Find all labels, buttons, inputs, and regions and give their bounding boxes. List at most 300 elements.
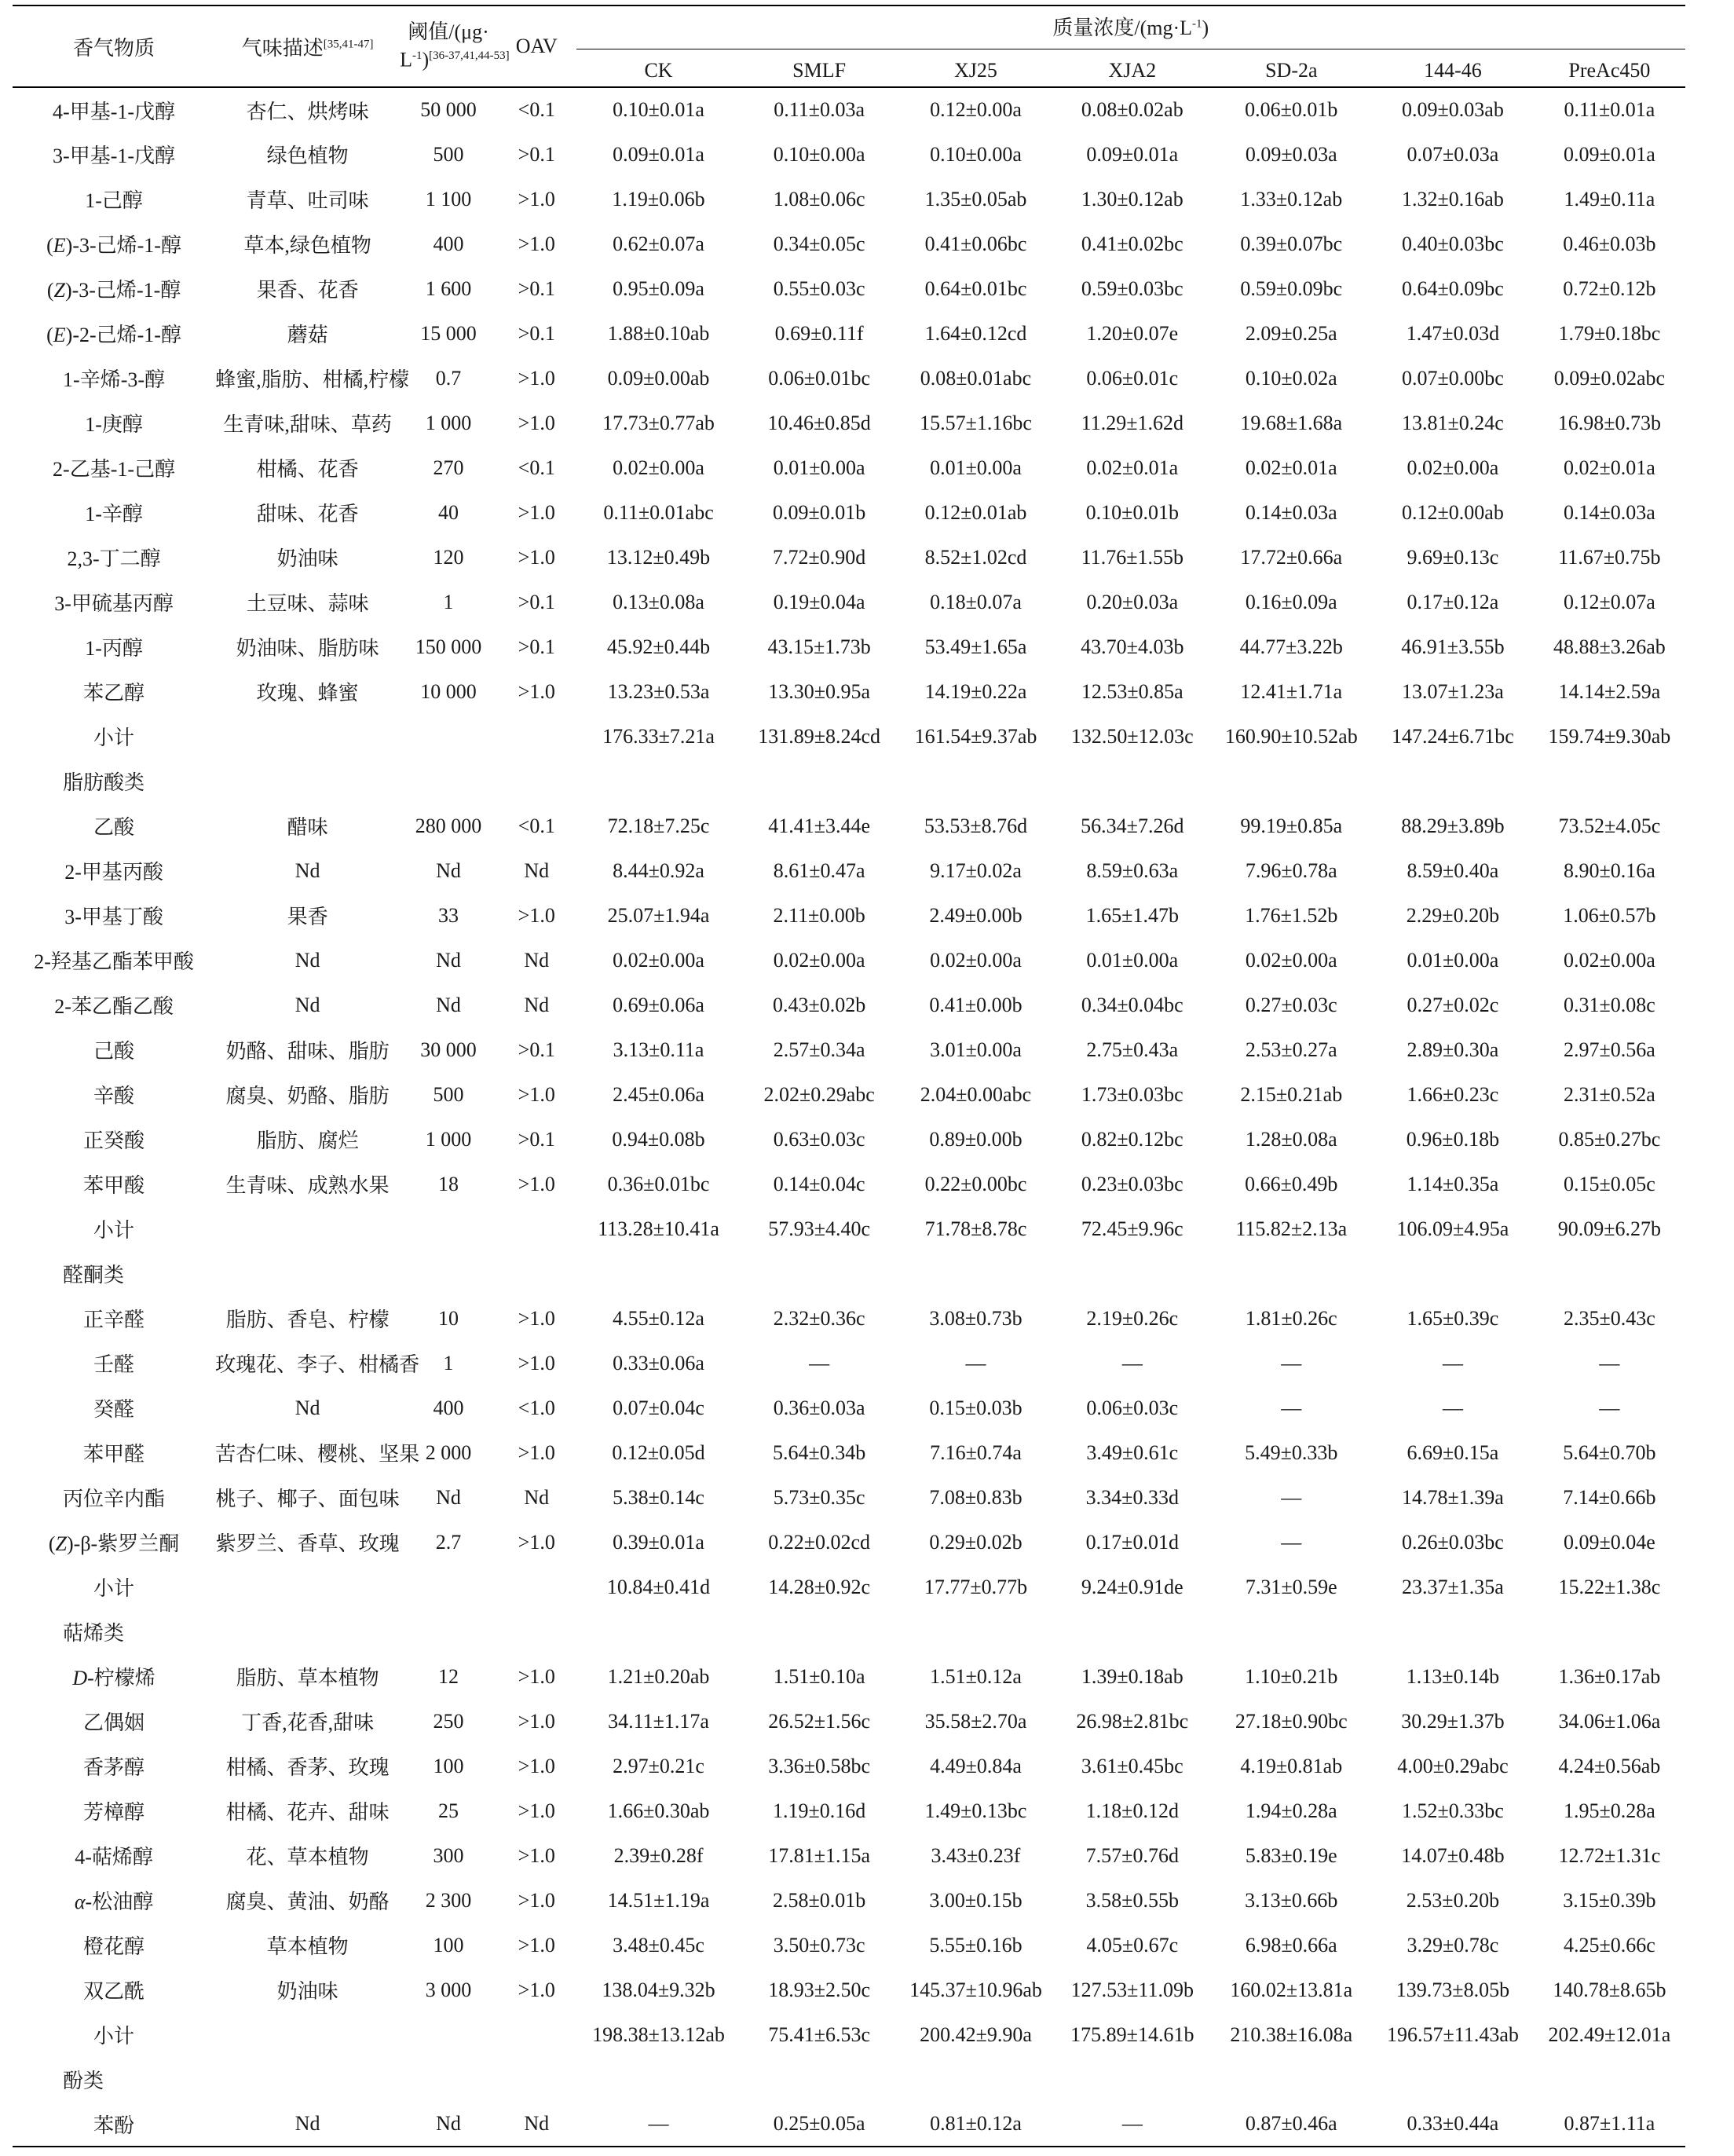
concentration-value: 5.55±0.16b bbox=[929, 1933, 1022, 1957]
concentration-value: 0.06±0.01bc bbox=[768, 366, 871, 390]
concentration-value: 1.13±0.14b bbox=[1406, 1664, 1500, 1688]
table-row bbox=[13, 1744, 1685, 1788]
compound-name: 苯乙醇 bbox=[83, 682, 145, 705]
oav-value: >1.0 bbox=[518, 1664, 555, 1688]
concentration-value: 160.90±10.52ab bbox=[1224, 724, 1358, 748]
concentration-value: 0.36±0.03a bbox=[773, 1396, 865, 1419]
concentration-value: 0.33±0.44a bbox=[1407, 2112, 1499, 2135]
compound-name: 橙花醇 bbox=[83, 1935, 145, 1958]
oav-value: >1.0 bbox=[518, 366, 555, 390]
compound-name: 小计 bbox=[93, 1577, 135, 1600]
concentration-value: 0.14±0.04c bbox=[773, 1172, 865, 1195]
concentration-value: 14.51±1.19a bbox=[607, 1888, 710, 1912]
odor-description: 蜂蜜,脂肪、柑橘,柠檬 bbox=[215, 368, 410, 391]
concentration-value: 1.20±0.07e bbox=[1086, 321, 1179, 345]
concentration-value: 1.49±0.11a bbox=[1564, 187, 1655, 210]
concentration-value: 2.29±0.20b bbox=[1406, 903, 1500, 927]
concentration-value: 4.49±0.84a bbox=[930, 1754, 1022, 1777]
concentration-value: 0.07±0.03a bbox=[1407, 142, 1499, 166]
table-row bbox=[13, 803, 1685, 848]
odor-description: 花、草本植物 bbox=[246, 1846, 369, 1869]
table-row bbox=[13, 1430, 1685, 1475]
concentration-value: 175.89±14.61b bbox=[1070, 2022, 1194, 2046]
concentration-value: — bbox=[1281, 1396, 1302, 1419]
concentration-value: 0.55±0.03c bbox=[773, 276, 865, 300]
concentration-value: 0.06±0.01b bbox=[1245, 98, 1338, 121]
concentration-value: 0.25±0.05a bbox=[773, 2112, 865, 2135]
threshold-value: 10 000 bbox=[420, 679, 477, 703]
threshold-value: 250 bbox=[433, 1709, 464, 1733]
threshold-value: 1 bbox=[443, 590, 454, 613]
concentration-value: 0.46±0.03b bbox=[1563, 232, 1656, 255]
table-row bbox=[13, 1341, 1685, 1385]
concentration-value: 1.06±0.57b bbox=[1563, 903, 1656, 927]
compound-name: 芳樟醇 bbox=[83, 1801, 145, 1824]
concentration-value: 17.73±0.77ab bbox=[602, 411, 715, 434]
odor-description: 玫瑰、蜂蜜 bbox=[256, 682, 359, 705]
odor-description: Nd bbox=[294, 993, 320, 1016]
odor-description: 草本,绿色植物 bbox=[243, 234, 371, 257]
concentration-value: 10.84±0.41d bbox=[606, 1575, 711, 1598]
concentration-value: 1.35±0.05ab bbox=[924, 187, 1027, 210]
category-label: 萜烯类 bbox=[63, 1622, 125, 1645]
odor-description bbox=[215, 1206, 400, 1251]
concentration-value: 0.02±0.00a bbox=[1245, 948, 1337, 972]
odor-description: 果香、花香 bbox=[256, 279, 359, 302]
concentration-value: 0.66±0.49b bbox=[1245, 1172, 1338, 1195]
concentration-value: — bbox=[1121, 1351, 1143, 1374]
table-row bbox=[13, 1565, 1685, 1609]
compound-name: 4-甲基-1-戊醇 bbox=[53, 100, 176, 123]
threshold-value: 40 bbox=[438, 500, 459, 524]
category-row bbox=[13, 2057, 1685, 2102]
concentration-value: 0.01±0.00a bbox=[773, 456, 865, 479]
concentration-value: 3.08±0.73b bbox=[929, 1306, 1022, 1330]
odor-description: 苦杏仁味、樱桃、坚果 bbox=[215, 1443, 420, 1466]
concentration-value: 0.12±0.00ab bbox=[1402, 500, 1504, 524]
concentration-value: 0.96±0.18b bbox=[1406, 1127, 1500, 1151]
oav-value: >1.0 bbox=[518, 1843, 555, 1867]
category-row bbox=[13, 1251, 1685, 1296]
concentration-value: 0.10±0.02a bbox=[1245, 366, 1337, 390]
concentration-value: 27.18±0.90bc bbox=[1235, 1709, 1348, 1733]
concentration-value: 3.13±0.66b bbox=[1245, 1888, 1338, 1912]
threshold-value: 2 000 bbox=[425, 1440, 472, 1464]
odor-description: 生青味,甜味、草药 bbox=[223, 413, 392, 436]
concentration-value: 127.53±11.09b bbox=[1070, 1978, 1194, 2001]
oav-value bbox=[497, 1206, 576, 1251]
concentration-value: 1.65±0.39c bbox=[1407, 1306, 1499, 1330]
table-row bbox=[13, 1475, 1685, 1520]
table-row bbox=[13, 1385, 1685, 1430]
compound-name: 1-辛烯-3-醇 bbox=[63, 368, 166, 391]
oav-value: >0.1 bbox=[518, 276, 555, 300]
concentration-value: 8.52±1.02cd bbox=[924, 545, 1027, 569]
compound-name: 2-乙基-1-己醇 bbox=[53, 458, 176, 481]
concentration-value: 35.58±2.70a bbox=[924, 1709, 1027, 1733]
concentration-value: 0.12±0.00a bbox=[930, 98, 1022, 121]
threshold-value: Nd bbox=[436, 858, 461, 882]
table-row bbox=[13, 893, 1685, 938]
concentration-value: 7.57±0.76d bbox=[1085, 1843, 1179, 1867]
table-body bbox=[13, 87, 1685, 2147]
concentration-value: 3.48±0.45c bbox=[613, 1933, 704, 1957]
concentration-value: 0.39±0.01a bbox=[613, 1530, 704, 1554]
odor-description: 脂肪、草本植物 bbox=[236, 1667, 379, 1689]
concentration-value: 15.57±1.16bc bbox=[920, 411, 1032, 434]
header-odor: 气味描述[35,41-47] bbox=[241, 36, 374, 60]
concentration-value: 210.38±16.08a bbox=[1230, 2022, 1353, 2046]
concentration-value: 0.87±1.11a bbox=[1564, 2112, 1655, 2135]
concentration-value: — bbox=[1599, 1351, 1620, 1374]
oav-value: Nd bbox=[524, 2112, 550, 2135]
concentration-value: 0.07±0.04c bbox=[613, 1396, 704, 1419]
odor-description: Nd bbox=[294, 858, 320, 882]
table-row bbox=[13, 535, 1685, 580]
category-label: 脂肪酸类 bbox=[63, 771, 145, 794]
threshold-value: Nd bbox=[436, 1485, 461, 1509]
compound-name: 3-甲硫基丙醇 bbox=[54, 592, 174, 615]
table-row bbox=[13, 1117, 1685, 1162]
concentration-value: 2.53±0.27a bbox=[1245, 1038, 1337, 1061]
category-label: 酚类 bbox=[63, 2070, 104, 2092]
concentration-value: 1.39±0.18ab bbox=[1081, 1664, 1183, 1688]
oav-value bbox=[497, 1565, 576, 1609]
compound-name: 己酸 bbox=[93, 1040, 135, 1063]
header-threshold: 阈值/(μg· $L^{-1})[36-37,41,44-53]$ bbox=[400, 20, 510, 71]
concentration-value: 0.94±0.08b bbox=[612, 1127, 705, 1151]
concentration-value: 0.02±0.00a bbox=[773, 948, 865, 972]
concentration-value: 57.93±4.40c bbox=[768, 1217, 871, 1240]
threshold-value: 1 000 bbox=[425, 1127, 472, 1151]
concentration-value: 3.58±0.55b bbox=[1085, 1888, 1179, 1912]
concentration-value: 48.88±3.26ab bbox=[1553, 635, 1666, 658]
concentration-value: 0.69±0.06a bbox=[613, 993, 704, 1016]
threshold-value: 33 bbox=[438, 903, 459, 927]
concentration-value: 0.02±0.00a bbox=[1563, 948, 1655, 972]
concentration-value: 0.22±0.02cd bbox=[768, 1530, 871, 1554]
compound-name: 苯甲醛 bbox=[83, 1443, 145, 1466]
concentration-value: 17.72±0.66a bbox=[1240, 545, 1343, 569]
compound-name: 1-辛醇 bbox=[85, 503, 143, 525]
concentration-value: 147.24±6.71bc bbox=[1392, 724, 1514, 748]
table-row bbox=[13, 1654, 1685, 1699]
concentration-value: 0.36±0.01bc bbox=[607, 1172, 710, 1195]
table-row bbox=[13, 714, 1685, 759]
threshold-value: 1 000 bbox=[425, 411, 472, 434]
concentration-value: 1.21±0.20ab bbox=[607, 1664, 710, 1688]
concentration-value: 0.17±0.01d bbox=[1085, 1530, 1179, 1554]
compound-name: 双乙酰 bbox=[83, 1980, 145, 2003]
oav-value: >1.0 bbox=[518, 545, 555, 569]
concentration-value: 14.19±0.22a bbox=[924, 679, 1027, 703]
compound-name: 2-羟基乙酯苯甲酸 bbox=[34, 950, 194, 973]
oav-value: >1.0 bbox=[518, 1799, 555, 1822]
table-row bbox=[13, 624, 1685, 669]
concentration-value: 15.22±1.38c bbox=[1558, 1575, 1661, 1598]
concentration-value: 5.49±0.33b bbox=[1245, 1440, 1338, 1464]
concentration-value: 0.01±0.00a bbox=[1407, 948, 1499, 972]
concentration-value: 8.61±0.47a bbox=[773, 858, 865, 882]
concentration-value: 0.11±0.01a bbox=[1564, 98, 1655, 121]
table-row bbox=[13, 1162, 1685, 1206]
odor-description: 蘑菇 bbox=[287, 324, 328, 346]
concentration-value: 0.09±0.04e bbox=[1563, 1530, 1655, 1554]
concentration-value: — bbox=[1599, 1396, 1620, 1419]
table-row bbox=[13, 221, 1685, 266]
table-row bbox=[13, 1788, 1685, 1833]
concentration-value: 0.62±0.07a bbox=[613, 232, 704, 255]
concentration-value: 202.49±12.01a bbox=[1548, 2022, 1671, 2046]
compound-name: 2-苯乙酯乙酸 bbox=[54, 995, 174, 1018]
concentration-value: 0.01±0.00a bbox=[1086, 948, 1179, 972]
concentration-value: 1.66±0.30ab bbox=[607, 1799, 710, 1822]
concentration-value: 139.73±8.05b bbox=[1396, 1978, 1510, 2001]
concentration-value: 13.23±0.53a bbox=[607, 679, 710, 703]
header-sample-0: CK bbox=[644, 59, 673, 82]
oav-value: Nd bbox=[524, 1485, 550, 1509]
odor-description: 腐臭、奶酪、脂肪 bbox=[225, 1085, 390, 1107]
odor-description: Nd bbox=[294, 1396, 320, 1419]
header-sample-1: SMLF bbox=[792, 59, 847, 82]
threshold-value: 120 bbox=[433, 545, 464, 569]
concentration-value: 2.57±0.34a bbox=[773, 1038, 865, 1061]
concentration-value: 1.51±0.12a bbox=[930, 1664, 1022, 1688]
threshold-value: 50 000 bbox=[420, 98, 477, 121]
concentration-value: 46.91±3.55b bbox=[1401, 635, 1505, 658]
header-sample-3: XJA2 bbox=[1108, 59, 1157, 82]
oav-value: >1.0 bbox=[518, 1082, 555, 1106]
table-row bbox=[13, 445, 1685, 490]
table-row bbox=[13, 1027, 1685, 1072]
concentration-value: 1.73±0.03bc bbox=[1081, 1082, 1183, 1106]
concentration-value: 7.14±0.66b bbox=[1563, 1485, 1656, 1509]
threshold-value bbox=[400, 1565, 497, 1609]
oav-value: >1.0 bbox=[518, 232, 555, 255]
concentration-value: 1.47±0.03d bbox=[1406, 321, 1500, 345]
concentration-value: 1.65±1.47b bbox=[1085, 903, 1179, 927]
table-row bbox=[13, 1206, 1685, 1251]
odor-description: 奶油味 bbox=[276, 547, 338, 570]
concentration-value: 3.13±0.11a bbox=[613, 1038, 704, 1061]
compound-name: 1-庚醇 bbox=[85, 413, 143, 436]
table-row bbox=[13, 1520, 1685, 1565]
concentration-value: 0.07±0.00bc bbox=[1402, 366, 1504, 390]
concentration-value: 2.45±0.06a bbox=[613, 1082, 704, 1106]
compound-name: α-松油醇 bbox=[74, 1891, 154, 1913]
odor-description: 奶油味、脂肪味 bbox=[236, 637, 379, 660]
concentration-value: — bbox=[965, 1351, 986, 1374]
odor-description: 奶酪、甜味、脂肪 bbox=[225, 1040, 390, 1063]
concentration-value: 1.49±0.13bc bbox=[924, 1799, 1027, 1822]
concentration-value: 0.13±0.08a bbox=[613, 590, 704, 613]
concentration-value: 4.05±0.67c bbox=[1086, 1933, 1179, 1957]
concentration-value: 18.93±2.50c bbox=[768, 1978, 871, 2001]
concentration-value: 5.38±0.14c bbox=[613, 1485, 704, 1509]
concentration-value: 0.40±0.03bc bbox=[1402, 232, 1504, 255]
concentration-value: 159.74±9.30ab bbox=[1548, 724, 1671, 748]
table-row bbox=[13, 983, 1685, 1027]
concentration-value: 0.34±0.05c bbox=[773, 232, 865, 255]
oav-value: >1.0 bbox=[518, 1888, 555, 1912]
concentration-value: 1.95±0.28a bbox=[1563, 1799, 1655, 1822]
odor-description: 土豆味、蒜味 bbox=[246, 592, 369, 615]
concentration-value: 7.08±0.83b bbox=[929, 1485, 1022, 1509]
threshold-value: 270 bbox=[433, 456, 464, 479]
concentration-value: 72.45±9.96c bbox=[1081, 1217, 1183, 1240]
concentration-value: 0.85±0.27bc bbox=[1558, 1127, 1661, 1151]
concentration-value: 11.67±0.75b bbox=[1558, 545, 1661, 569]
concentration-value: 0.17±0.12a bbox=[1407, 590, 1499, 613]
concentration-value: 13.07±1.23a bbox=[1402, 679, 1504, 703]
table-row bbox=[13, 1833, 1685, 1878]
oav-value: <1.0 bbox=[518, 1396, 555, 1419]
concentration-value: 53.49±1.65a bbox=[924, 635, 1027, 658]
concentration-value: 1.30±0.12ab bbox=[1081, 187, 1183, 210]
compound-name: 辛酸 bbox=[93, 1085, 135, 1107]
concentration-value: 2.49±0.00b bbox=[929, 903, 1022, 927]
concentration-value: 1.52±0.33bc bbox=[1402, 1799, 1504, 1822]
odor-description: 脂肪、腐烂 bbox=[256, 1129, 359, 1152]
concentration-value: — bbox=[1121, 2112, 1143, 2135]
table-row bbox=[13, 848, 1685, 893]
concentration-value: 56.34±7.26d bbox=[1081, 814, 1184, 837]
concentration-value: 9.17±0.02a bbox=[930, 858, 1022, 882]
concentration-value: 8.90±0.16a bbox=[1563, 858, 1655, 882]
concentration-value: 12.41±1.71a bbox=[1240, 679, 1343, 703]
odor-description: 青草、吐司味 bbox=[246, 189, 369, 212]
concentration-value: 5.64±0.34b bbox=[772, 1440, 866, 1464]
concentration-value: 2.31±0.52a bbox=[1563, 1082, 1655, 1106]
oav-value bbox=[497, 714, 576, 759]
concentration-value: 73.52±4.05c bbox=[1558, 814, 1661, 837]
concentration-value: 0.12±0.01ab bbox=[924, 500, 1027, 524]
odor-description: Nd bbox=[294, 2112, 320, 2135]
concentration-value: 0.18±0.07a bbox=[930, 590, 1022, 613]
concentration-value: 1.66±0.23c bbox=[1407, 1082, 1499, 1106]
table-row bbox=[13, 87, 1685, 132]
concentration-value: 13.81±0.24c bbox=[1402, 411, 1504, 434]
concentration-value: 140.78±8.65b bbox=[1553, 1978, 1666, 2001]
compound-name: 1-己醇 bbox=[85, 189, 143, 212]
table-row bbox=[13, 1296, 1685, 1341]
table-row bbox=[13, 177, 1685, 221]
concentration-value: 0.63±0.03c bbox=[773, 1127, 865, 1151]
table-row bbox=[13, 1923, 1685, 1967]
concentration-value: 0.02±0.00a bbox=[930, 948, 1022, 972]
concentration-value: 6.69±0.15a bbox=[1407, 1440, 1499, 1464]
odor-reference: [35,41-47] bbox=[323, 37, 374, 50]
threshold-value: 2 300 bbox=[425, 1888, 472, 1912]
table-row bbox=[13, 356, 1685, 401]
oav-value: >0.1 bbox=[518, 590, 555, 613]
concentration-value: 0.41±0.00b bbox=[929, 993, 1022, 1016]
threshold-value: 30 000 bbox=[420, 1038, 477, 1061]
oav-value: >1.0 bbox=[518, 1440, 555, 1464]
concentration-value: 160.02±13.81a bbox=[1230, 1978, 1353, 2001]
oav-value: >1.0 bbox=[518, 1933, 555, 1957]
oav-value: >1.0 bbox=[518, 187, 555, 210]
concentration-value: 0.02±0.00a bbox=[613, 948, 704, 972]
concentration-value: 0.34±0.04bc bbox=[1081, 993, 1183, 1016]
oav-value: >1.0 bbox=[518, 1172, 555, 1195]
concentration-value: 0.31±0.08c bbox=[1563, 993, 1655, 1016]
odor-description: 杏仁、烘烤味 bbox=[246, 100, 369, 123]
concentration-value: 2.97±0.56a bbox=[1563, 1038, 1655, 1061]
concentration-value: 99.19±0.85a bbox=[1240, 814, 1343, 837]
concentration-value: 7.72±0.90d bbox=[772, 545, 866, 569]
threshold-value: Nd bbox=[436, 2112, 461, 2135]
concentration-value: 0.15±0.03b bbox=[929, 1396, 1022, 1419]
concentration-value: 2.53±0.20b bbox=[1406, 1888, 1500, 1912]
category-row bbox=[13, 759, 1685, 803]
threshold-value: Nd bbox=[436, 993, 461, 1016]
concentration-value: 1.51±0.10a bbox=[773, 1664, 865, 1688]
odor-description: 紫罗兰、香草、玫瑰 bbox=[215, 1532, 400, 1555]
compound-name: 丙位辛内酯 bbox=[63, 1488, 166, 1510]
concentration-value: 0.59±0.09bc bbox=[1240, 276, 1343, 300]
compound-name: (E)-3-己烯-1-醇 bbox=[46, 234, 181, 257]
concentration-value: 0.02±0.01a bbox=[1563, 456, 1655, 479]
threshold-reference: [36-37,41,44-53] bbox=[429, 49, 510, 63]
concentration-value: 145.37±10.96ab bbox=[909, 1978, 1042, 2001]
concentration-value: 106.09±4.95a bbox=[1396, 1217, 1509, 1240]
concentration-value: 1.81±0.26c bbox=[1245, 1306, 1337, 1330]
concentration-value: 17.77±0.77b bbox=[924, 1575, 1028, 1598]
header-substance: 香气物质 bbox=[73, 36, 155, 60]
concentration-value: 2.89±0.30a bbox=[1407, 1038, 1499, 1061]
odor-description: 脂肪、香皂、柠檬 bbox=[225, 1309, 390, 1331]
odor-description: 腐臭、黄油、奶酪 bbox=[225, 1891, 390, 1913]
aroma-compound-table bbox=[13, 5, 1685, 2147]
oav-value: >0.1 bbox=[518, 1038, 555, 1061]
threshold-value: 500 bbox=[433, 1082, 464, 1106]
concentration-value: 4.19±0.81ab bbox=[1240, 1754, 1343, 1777]
concentration-value: 45.92±0.44b bbox=[606, 635, 711, 658]
table-row bbox=[13, 580, 1685, 624]
concentration-value: 0.87±0.46a bbox=[1245, 2112, 1337, 2135]
header-sample-4: SD-2a bbox=[1265, 59, 1318, 82]
concentration-value: 0.26±0.03bc bbox=[1402, 1530, 1504, 1554]
concentration-value: 0.08±0.01abc bbox=[920, 366, 1032, 390]
table-row bbox=[13, 1699, 1685, 1744]
concentration-value: 14.14±2.59a bbox=[1558, 679, 1661, 703]
concentration-value: 3.50±0.73c bbox=[773, 1933, 865, 1957]
concentration-value: 1.32±0.16ab bbox=[1402, 187, 1504, 210]
compound-name: 正癸酸 bbox=[83, 1129, 145, 1152]
concentration-value: — bbox=[1442, 1351, 1463, 1374]
concentration-value: 2.02±0.29abc bbox=[763, 1082, 875, 1106]
oav-value: >0.1 bbox=[518, 142, 555, 166]
concentration-value: 0.16±0.09a bbox=[1245, 590, 1337, 613]
concentration-value: 1.19±0.16d bbox=[772, 1799, 866, 1822]
oav-value: >1.0 bbox=[518, 1351, 555, 1374]
concentration-value: 0.09±0.01b bbox=[772, 500, 866, 524]
concentration-value: 1.36±0.17ab bbox=[1558, 1664, 1661, 1688]
concentration-value: — bbox=[809, 1351, 830, 1374]
oav-value bbox=[497, 2012, 576, 2057]
concentration-value: 196.57±11.43ab bbox=[1387, 2022, 1519, 2046]
table-row bbox=[13, 938, 1685, 983]
concentration-value: 17.81±1.15a bbox=[768, 1843, 871, 1867]
threshold-value: 15 000 bbox=[420, 321, 477, 345]
concentration-value: 3.36±0.58bc bbox=[768, 1754, 871, 1777]
concentration-value: 88.29±3.89b bbox=[1401, 814, 1505, 837]
concentration-value: 1.08±0.06c bbox=[773, 187, 865, 210]
concentration-value: 25.07±1.94a bbox=[607, 903, 710, 927]
table-row bbox=[13, 132, 1685, 177]
concentration-value: 131.89±8.24cd bbox=[758, 724, 881, 748]
